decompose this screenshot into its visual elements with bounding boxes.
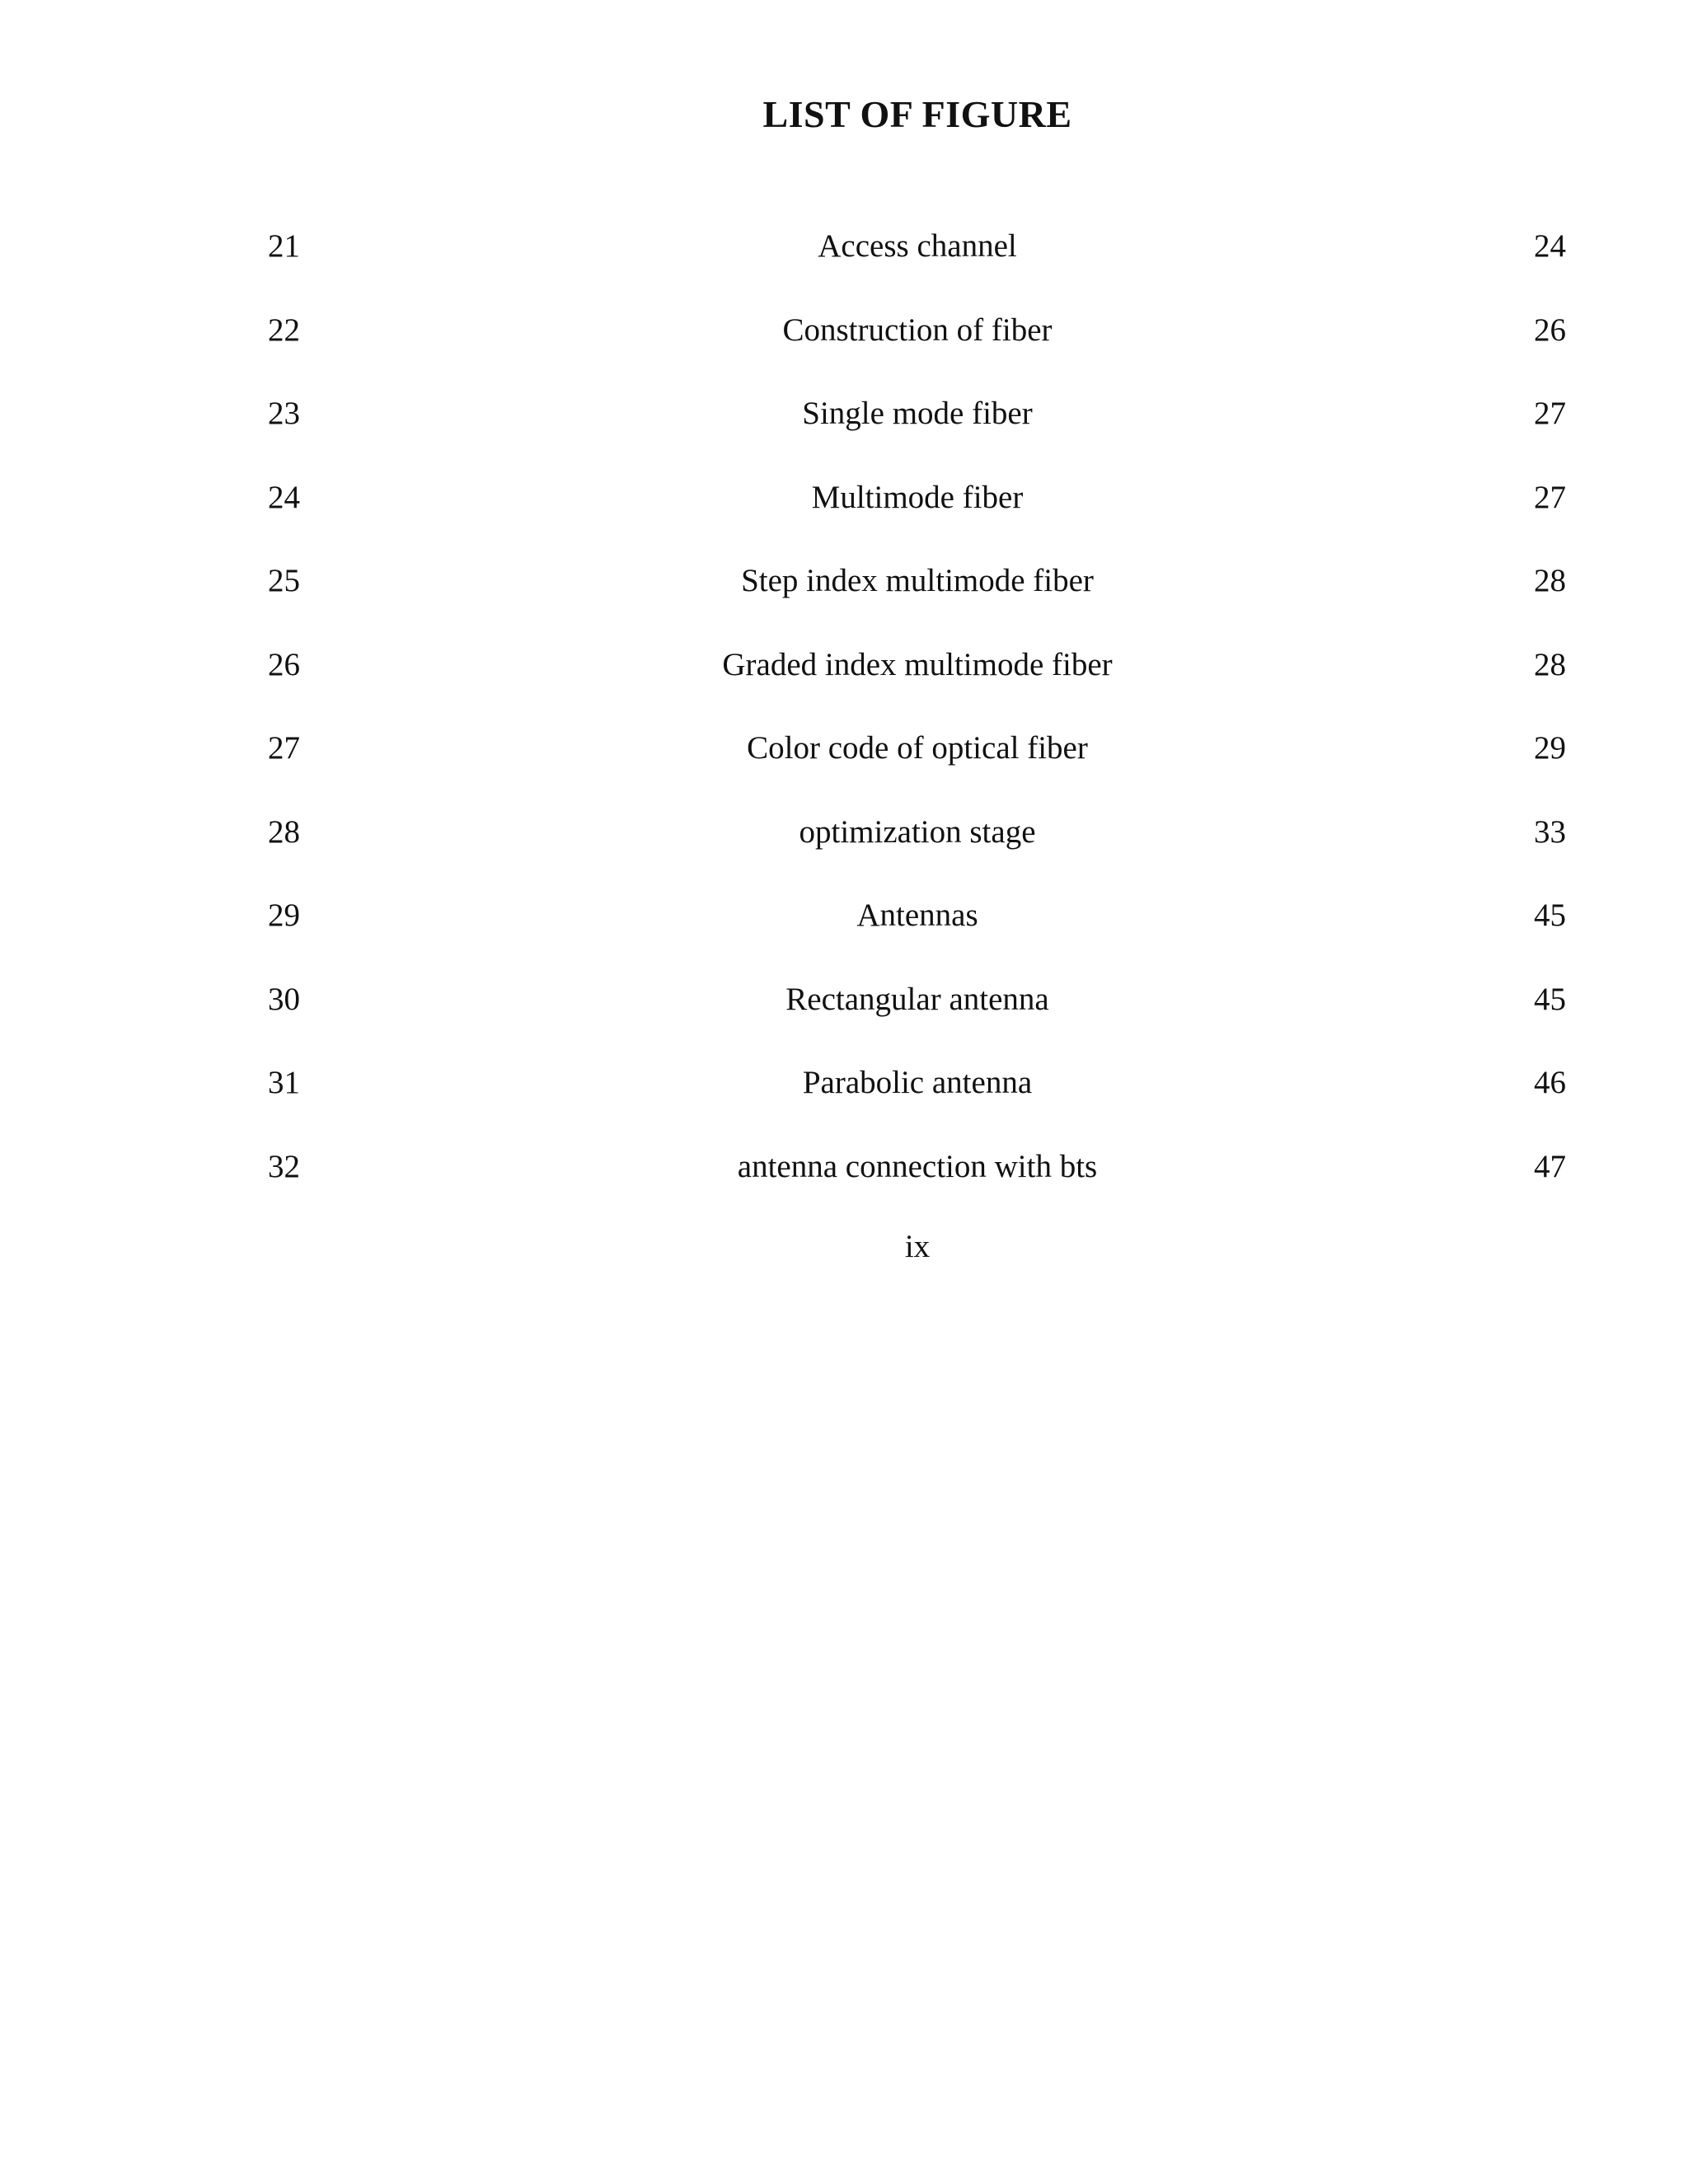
figure-caption: Antennas [856, 898, 978, 933]
figure-page: 45 [1534, 981, 1566, 1017]
figure-number: 26 [268, 646, 300, 682]
figure-row [0, 288, 1688, 373]
figure-caption: Multimode fiber [811, 479, 1024, 515]
figure-caption: Parabolic antenna [802, 1065, 1033, 1100]
figure-caption: Construction of fiber [782, 312, 1053, 348]
figure-number: 28 [268, 813, 300, 850]
figure-page: 27 [1534, 479, 1566, 515]
figure-row [0, 372, 1688, 456]
figure-number: 23 [268, 396, 300, 431]
figure-page: 24 [1534, 228, 1566, 264]
figure-row [0, 204, 1688, 288]
figure-number: 22 [268, 312, 300, 348]
figure-page: 29 [1534, 730, 1566, 766]
figure-number: 24 [268, 479, 300, 515]
figure-page: 26 [1534, 312, 1566, 348]
figure-page: 33 [1534, 813, 1566, 850]
figure-page: 27 [1534, 396, 1566, 431]
figure-row [0, 706, 1688, 790]
figure-number: 21 [268, 228, 300, 264]
figure-number: 29 [268, 898, 300, 933]
figure-caption: Color code of optical fiber [747, 730, 1088, 766]
figure-row [0, 790, 1688, 874]
page-number: ix [904, 1229, 931, 1264]
figure-page: 28 [1534, 563, 1566, 598]
figure-row [0, 874, 1688, 958]
figure-row [0, 958, 1688, 1042]
figure-caption: optimization stage [799, 813, 1036, 850]
figure-page: 46 [1534, 1065, 1566, 1100]
figure-caption: Access channel [818, 228, 1017, 264]
figure-row [0, 456, 1688, 540]
figure-number: 30 [268, 981, 300, 1017]
figure-list [0, 204, 1688, 1208]
figure-row [0, 623, 1688, 707]
figure-page: 47 [1534, 1148, 1566, 1184]
figure-page: 45 [1534, 898, 1566, 933]
figure-caption: Step index multimode fiber [741, 563, 1094, 598]
figure-caption: Graded index multimode fiber [722, 646, 1113, 682]
figure-caption: Rectangular antenna [785, 981, 1049, 1017]
figure-number: 27 [268, 730, 300, 766]
figure-page: 28 [1534, 646, 1566, 682]
figure-row [0, 1125, 1688, 1209]
page-title: LIST OF FIGURE [762, 93, 1072, 135]
figure-row [0, 539, 1688, 623]
figure-caption: Single mode fiber [802, 396, 1033, 431]
figure-number: 25 [268, 563, 300, 598]
figure-caption: antenna connection with bts [737, 1148, 1098, 1184]
figure-number: 32 [268, 1148, 300, 1184]
figure-row [0, 1041, 1688, 1125]
figure-number: 31 [268, 1065, 300, 1100]
